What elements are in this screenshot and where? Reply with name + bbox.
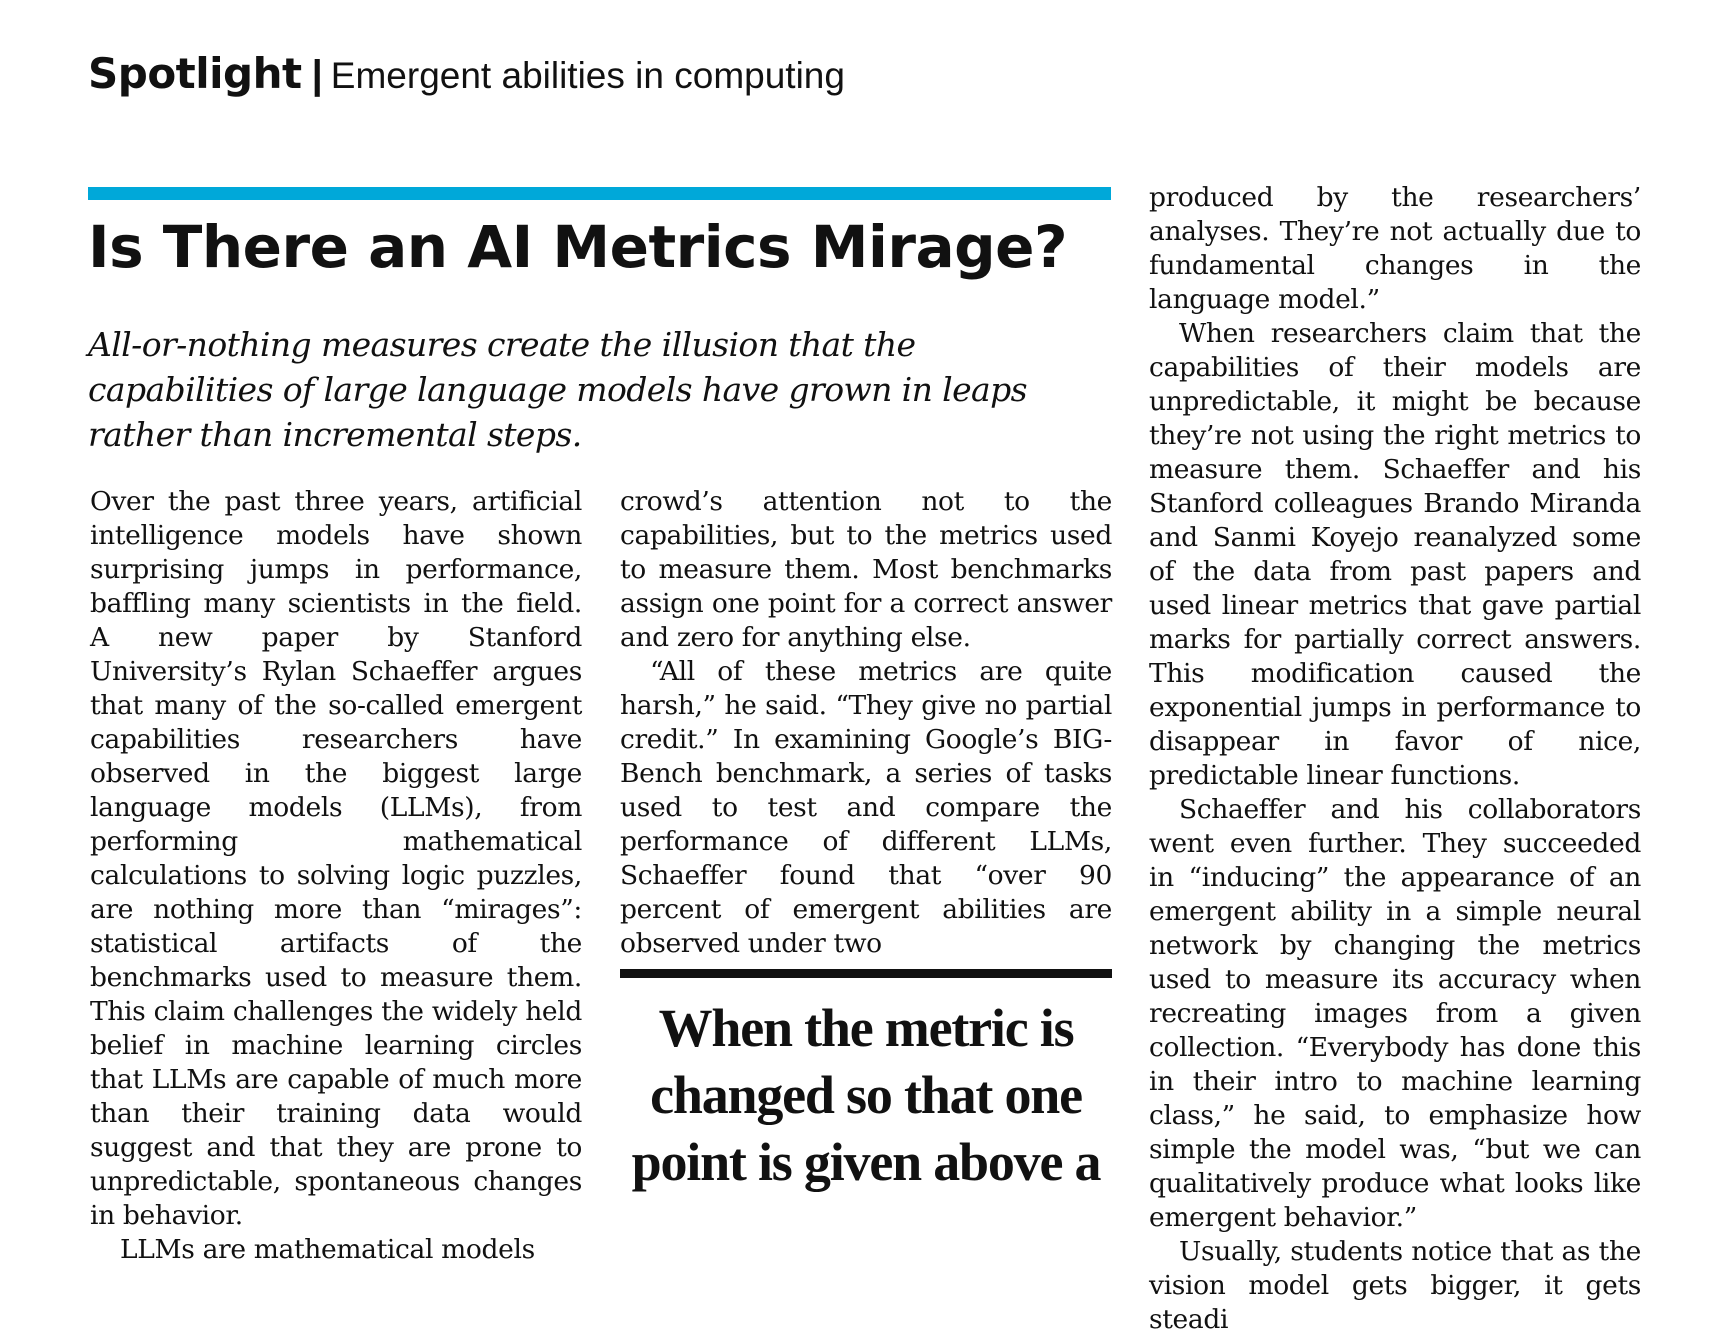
paragraph: produced by the researchers’ analyses. They’re not actually due to fundamental changes in the language model.”	[1149, 182, 1641, 315]
paragraph: When researchers claim that the capabilities of their models are unpredictable, it might be because they’re not using the right metrics to measure them. Schaeffer and his Stanford colleagues Brando Miranda and Sanmi Koyejo reanalyzed some of the data from past papers and used linear metrics that gave partial marks for partially correct answers. This modification caused the exponential jumps in performance to disappear in favor of nice, predictable linear functions.	[1149, 318, 1641, 791]
article-title: Is There an AI Metrics Mirage?	[88, 213, 1068, 281]
paragraph: crowd’s attention not to the capabilities, but to the metrics used to measure them. Most benchmarks assign one point for a correct answer and zero for anything else.	[620, 486, 1112, 653]
header-separator: |	[311, 53, 323, 97]
paragraph: Over the past three years, artificial intelligence models have shown surprising jumps in performance, baffling many scientists in the field. A new paper by Stanford University’s Rylan Schaeffer argues that many of the so-called emergent capabilities researchers have observed in the biggest large language models (LLMs), from performing mathematical calculations to solving logic puzzles, are nothing more than “mirages”: statistical artifacts of the benchmarks used to measure them. This claim challenges the widely held belief in machine learning circles that LLMs are capable of much more than their training data would suggest and that they are prone to unpredictable, spontaneous changes in behavior.	[90, 486, 582, 1231]
paragraph: LLMs are mathematical models	[120, 1234, 535, 1265]
title-accent-rule	[88, 187, 1111, 200]
body-column-3	[1149, 181, 1641, 1335]
body-column-2	[620, 485, 1112, 959]
section-name: Spotlight	[88, 49, 302, 98]
pullquote-rule	[620, 969, 1112, 978]
paragraph: Usually, students notice that as the vision model gets bigger, it gets steadi	[1149, 1236, 1641, 1335]
running-header	[88, 48, 845, 102]
body-column-1	[90, 485, 582, 1265]
paragraph: Schaeffer and his collaborators went even further. They succeeded in “inducing” the appearance of an emergent ability in a simple neural network by changing the metrics used to measure its accuracy when recreating images from a given collection. “Everybody has done this in their intro to machine learning class,” he said, to emphasize how simple the model was, “but we can qualitatively produce what looks like emergent behavior.”	[1149, 794, 1641, 1233]
pull-quote: When the metric is changed so that one point is given above a	[631, 998, 1101, 1192]
section-subtitle: Emergent abilities in computing	[330, 55, 845, 96]
article-dek: All-or-nothing measures create the illusion that the capabilities of large language models have grown in leaps rather than incremental steps.	[88, 325, 1027, 454]
paragraph: “All of these metrics are quite harsh,” he said. “They give no partial credit.” In examining Google’s BIG-Bench benchmark, a series of tasks used to test and compare the performance of different LLMs, Schaeffer found that “over 90 percent of emergent abilities are observed under two	[620, 656, 1112, 959]
